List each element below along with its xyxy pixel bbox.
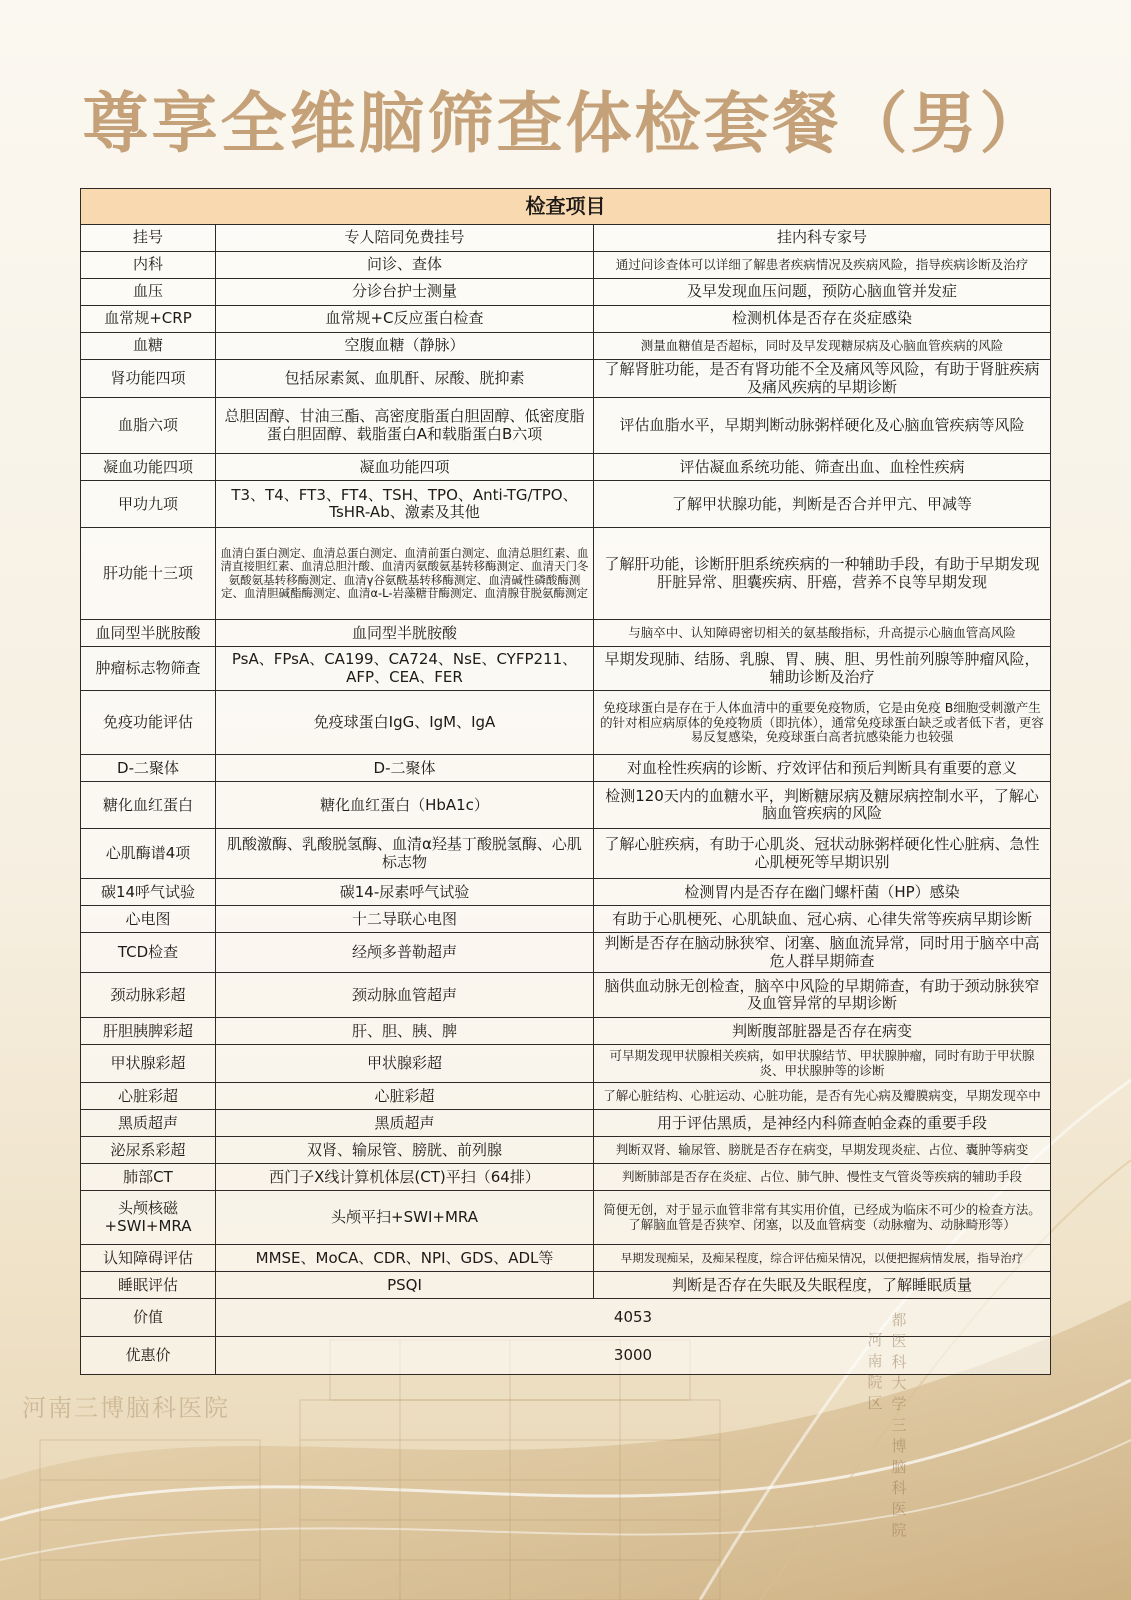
discount-label: 优惠价 xyxy=(81,1337,216,1375)
item-detail: 头颅平扫+SWI+MRA xyxy=(216,1191,594,1245)
item-detail: 西门子X线计算机体层(CT)平扫（64排） xyxy=(216,1164,594,1191)
item-name: D-二聚体 xyxy=(81,755,216,782)
item-purpose: 判断双肾、输尿管、膀胱是否存在病变，早期发现炎症、占位、囊肿等病变 xyxy=(594,1137,1051,1164)
price-label: 价值 xyxy=(81,1299,216,1337)
item-name: 糖化血红蛋白 xyxy=(81,782,216,829)
item-name: 肾功能四项 xyxy=(81,360,216,398)
item-purpose: 对血栓性疾病的诊断、疗效评估和预后判断具有重要的意义 xyxy=(594,755,1051,782)
table-row xyxy=(81,933,1051,973)
vertical-watermark-campus: 河南院区 xyxy=(867,1331,883,1412)
item-name: 心肌酶谱4项 xyxy=(81,829,216,879)
item-purpose: 评估血脂水平，早期判断动脉粥样硬化及心脑血管疾病等风险 xyxy=(594,398,1051,454)
item-detail: 问诊、查体 xyxy=(216,252,594,279)
item-purpose: 判断是否存在失眠及失眠程度，了解睡眠质量 xyxy=(594,1272,1051,1299)
table-row xyxy=(81,1045,1051,1083)
table-row xyxy=(81,1245,1051,1272)
item-purpose: 有助于心肌梗死、心肌缺血、冠心病、心律失常等疾病早期诊断 xyxy=(594,906,1051,933)
item-purpose: 及早发现血压问题，预防心脑血管并发症 xyxy=(594,279,1051,306)
item-detail: 心脏彩超 xyxy=(216,1083,594,1110)
item-detail: 凝血功能四项 xyxy=(216,454,594,481)
table-row xyxy=(81,906,1051,933)
item-purpose: 判断腹部脏器是否存在病变 xyxy=(594,1018,1051,1045)
item-name: 血脂六项 xyxy=(81,398,216,454)
table-row xyxy=(81,1137,1051,1164)
item-detail: 十二导联心电图 xyxy=(216,906,594,933)
item-purpose: 早期发现痴呆，及痴呆程度，综合评估痴呆情况，以便把握病情发展，指导治疗 xyxy=(594,1245,1051,1272)
item-name: 心脏彩超 xyxy=(81,1083,216,1110)
item-name: 碳14呼气试验 xyxy=(81,879,216,906)
item-detail: T3、T4、FT3、FT4、TSH、TPO、Anti-TG/TPO、TsHR-Ab、激素及其他 xyxy=(216,481,594,528)
table-row xyxy=(81,454,1051,481)
item-detail: 黑质超声 xyxy=(216,1110,594,1137)
table-row xyxy=(81,755,1051,782)
item-name: 头颅核磁+SWI+MRA xyxy=(81,1191,216,1245)
item-detail: 专人陪同免费挂号 xyxy=(216,225,594,252)
table-row xyxy=(81,973,1051,1018)
item-detail: 碳14-尿素呼气试验 xyxy=(216,879,594,906)
item-name: 血常规+CRP xyxy=(81,306,216,333)
item-detail: 经颅多普勒超声 xyxy=(216,933,594,973)
item-detail: 总胆固醇、甘油三酯、高密度脂蛋白胆固醇、低密度脂蛋白胆固醇、载脂蛋白A和载脂蛋白B六项 xyxy=(216,398,594,454)
item-name: 甲功九项 xyxy=(81,481,216,528)
item-name: 心电图 xyxy=(81,906,216,933)
item-purpose: 通过问诊查体可以详细了解患者疾病情况及疾病风险，指导疾病诊断及治疗 xyxy=(594,252,1051,279)
item-name: 血同型半胱胺酸 xyxy=(81,620,216,647)
item-purpose: 检测机体是否存在炎症感染 xyxy=(594,306,1051,333)
item-purpose: 挂内科专家号 xyxy=(594,225,1051,252)
item-detail: 肌酸激酶、乳酸脱氢酶、血清α羟基丁酸脱氢酶、心肌标志物 xyxy=(216,829,594,879)
item-name: 血压 xyxy=(81,279,216,306)
item-detail: 血清白蛋白测定、血清总蛋白测定、血清前蛋白测定、血清总胆红素、血清直接胆红素、血清总胆汁酸、血清丙氨酸氨基转移酶测定、血清天门冬氨酸氨基转移酶测定、血清γ谷氨酰基转移酶测定、血清碱性磷酸酶测定、血清胆碱酯酶测定、血清α-L-岩藻糖苷酶测定、血清腺苷脱氨酶测定 xyxy=(216,528,594,620)
table-row xyxy=(81,1191,1051,1245)
item-detail: PsA、FPsA、CA199、CA724、NsE、CYFP211、AFP、CEA、FER xyxy=(216,647,594,691)
item-name: 睡眠评估 xyxy=(81,1272,216,1299)
item-name: 肺部CT xyxy=(81,1164,216,1191)
item-detail: 包括尿素氮、血肌酐、尿酸、胱抑素 xyxy=(216,360,594,398)
item-detail: 分诊台护士测量 xyxy=(216,279,594,306)
table-row xyxy=(81,279,1051,306)
item-detail: 免疫球蛋白IgG、IgM、IgA xyxy=(216,691,594,755)
item-purpose: 脑供血动脉无创检查，脑卒中风险的早期筛查，有助于颈动脉狭窄及血管异常的早期诊断 xyxy=(594,973,1051,1018)
table-row xyxy=(81,252,1051,279)
table-row xyxy=(81,879,1051,906)
page-title: 尊享全维脑筛查体检套餐（男） xyxy=(82,85,1049,162)
table-row xyxy=(81,620,1051,647)
table-row xyxy=(81,481,1051,528)
item-detail: 颈动脉血管超声 xyxy=(216,973,594,1018)
item-purpose: 了解肾脏功能，是否有肾功能不全及痛风等风险，有助于肾脏疾病及痛风疾病的早期诊断 xyxy=(594,360,1051,398)
table-row xyxy=(81,398,1051,454)
item-detail: PSQI xyxy=(216,1272,594,1299)
item-purpose: 检测胃内是否存在幽门螺杆菌（HP）感染 xyxy=(594,879,1051,906)
item-name: 挂号 xyxy=(81,225,216,252)
item-name: 甲状腺彩超 xyxy=(81,1045,216,1083)
item-name: 免疫功能评估 xyxy=(81,691,216,755)
item-name: 肝胆胰脾彩超 xyxy=(81,1018,216,1045)
item-name: 肝功能十三项 xyxy=(81,528,216,620)
table-row xyxy=(81,360,1051,398)
item-purpose: 测量血糖值是否超标，同时及早发现糖尿病及心脑血管疾病的风险 xyxy=(594,333,1051,360)
item-detail: 双肾、输尿管、膀胱、前列腺 xyxy=(216,1137,594,1164)
item-name: 肿瘤标志物筛查 xyxy=(81,647,216,691)
item-purpose: 检测120天内的血糖水平，判断糖尿病及糖尿病控制水平，了解心脑血管疾病的风险 xyxy=(594,782,1051,829)
table-row xyxy=(81,1083,1051,1110)
item-name: 认知障碍评估 xyxy=(81,1245,216,1272)
item-name: 内科 xyxy=(81,252,216,279)
exam-package-table xyxy=(80,188,1051,1375)
item-purpose: 了解心脏疾病，有助于心肌炎、冠状动脉粥样硬化性心脏病、急性心肌梗死等早期识别 xyxy=(594,829,1051,879)
item-purpose: 与脑卒中、认知障碍密切相关的氨基酸指标，升高提示心脑血管高风险 xyxy=(594,620,1051,647)
item-name: 泌尿系彩超 xyxy=(81,1137,216,1164)
item-purpose: 判断肺部是否存在炎症、占位、肺气肿、慢性支气管炎等疾病的辅助手段 xyxy=(594,1164,1051,1191)
table-row xyxy=(81,1018,1051,1045)
item-detail: 糖化血红蛋白（HbA1c） xyxy=(216,782,594,829)
table-row xyxy=(81,647,1051,691)
table-row xyxy=(81,333,1051,360)
table-row xyxy=(81,225,1051,252)
item-purpose: 免疫球蛋白是存在于人体血清中的重要免疫物质，它是由免疫 B细胞受刺激产生的针对相应病原体的免疫物质（即抗体），通常免疫球蛋白缺乏或者低下者，更容易反复感染，免疫球蛋白高者抗感染能力也较强 xyxy=(594,691,1051,755)
table-row xyxy=(81,1272,1051,1299)
item-purpose: 了解甲状腺功能，判断是否合并甲亢、甲减等 xyxy=(594,481,1051,528)
item-purpose: 判断是否存在脑动脉狭窄、闭塞、脑血流异常，同时用于脑卒中高危人群早期筛查 xyxy=(594,933,1051,973)
item-purpose: 可早期发现甲状腺相关疾病，如甲状腺结节、甲状腺肿瘤，同时有助于甲状腺炎、甲状腺肿等的诊断 xyxy=(594,1045,1051,1083)
table-row xyxy=(81,829,1051,879)
item-name: 凝血功能四项 xyxy=(81,454,216,481)
item-purpose: 用于评估黑质，是神经内科筛查帕金森的重要手段 xyxy=(594,1110,1051,1137)
table-row xyxy=(81,306,1051,333)
item-detail: 血同型半胱胺酸 xyxy=(216,620,594,647)
item-detail: 血常规+C反应蛋白检查 xyxy=(216,306,594,333)
table-row xyxy=(81,691,1051,755)
item-name: TCD检查 xyxy=(81,933,216,973)
table-header: 检查项目 xyxy=(81,189,1051,225)
item-name: 血糖 xyxy=(81,333,216,360)
item-detail: 甲状腺彩超 xyxy=(216,1045,594,1083)
item-purpose: 了解肝功能，诊断肝胆系统疾病的一种辅助手段，有助于早期发现肝脏异常、胆囊疾病、肝癌，营养不良等早期发现 xyxy=(594,528,1051,620)
item-detail: MMSE、MoCA、CDR、NPI、GDS、ADL等 xyxy=(216,1245,594,1272)
item-purpose: 了解心脏结构、心脏运动、心脏功能，是否有先心病及瓣膜病变，早期发现卒中 xyxy=(594,1083,1051,1110)
table-row xyxy=(81,782,1051,829)
table-row xyxy=(81,528,1051,620)
item-purpose: 评估凝血系统功能、筛查出血、血栓性疾病 xyxy=(594,454,1051,481)
item-name: 黑质超声 xyxy=(81,1110,216,1137)
vertical-watermark: 都医科大学三博脑科医院 xyxy=(891,1311,907,1539)
item-detail: D-二聚体 xyxy=(216,755,594,782)
item-purpose: 简便无创，对于显示血管非常有其实用价值，已经成为临床不可少的检查方法。了解脑血管是否狭窄、闭塞，以及血管病变（动脉瘤为、动脉畸形等） xyxy=(594,1191,1051,1245)
table-row xyxy=(81,1110,1051,1137)
item-detail: 肝、胆、胰、脾 xyxy=(216,1018,594,1045)
price-value: 4053 xyxy=(216,1299,1051,1337)
discount-value: 3000 xyxy=(216,1337,1051,1375)
item-detail: 空腹血糖（静脉） xyxy=(216,333,594,360)
item-name: 颈动脉彩超 xyxy=(81,973,216,1018)
item-purpose: 早期发现肺、结肠、乳腺、胃、胰、胆、男性前列腺等肿瘤风险，辅助诊断及治疗 xyxy=(594,647,1051,691)
table-row xyxy=(81,1164,1051,1191)
hospital-watermark: 河南三博脑科医院 xyxy=(22,1394,230,1422)
